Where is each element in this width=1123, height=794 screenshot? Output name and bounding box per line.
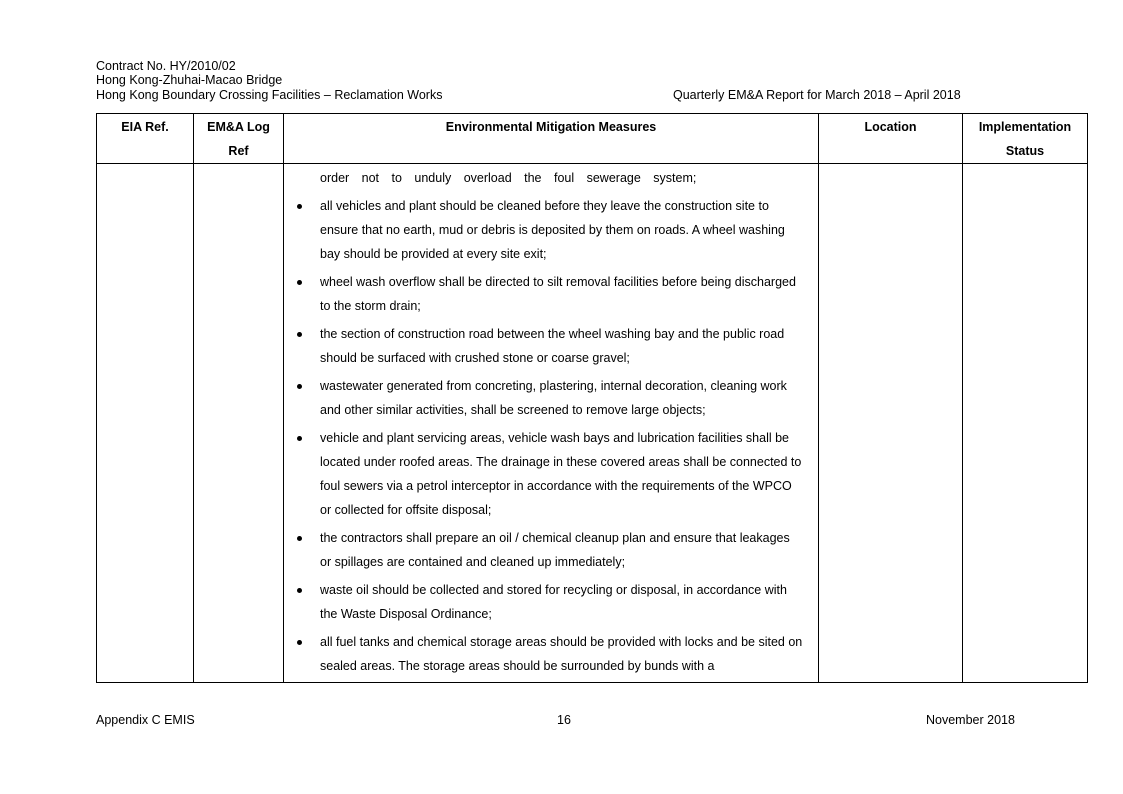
- contract-number: Contract No. HY/2010/02: [96, 59, 236, 73]
- measures-cell: [284, 164, 819, 683]
- list-item: the contractors shall prepare an oil / chemical cleanup plan and ensure that leakages or spillages are contained and cleaned up immediately;: [292, 526, 804, 574]
- list-item: waste oil should be collected and stored for recycling or disposal, in accordance with the Waste Disposal Ordinance;: [292, 578, 804, 626]
- column-header-status: [963, 114, 1088, 164]
- list-item: wheel wash overflow shall be directed to silt removal facilities before being discharged to the storm drain;: [292, 270, 804, 318]
- continuation-text: order not to unduly overload the foul sewerage system;: [320, 171, 697, 185]
- page-number: 16: [557, 713, 571, 727]
- ema-log-ref-cell: [194, 164, 284, 683]
- table-row: [97, 164, 1088, 683]
- report-title: Quarterly EM&A Report for March 2018 – April 2018: [673, 88, 961, 102]
- project-subtitle: Hong Kong Boundary Crossing Facilities – Reclamation Works: [96, 88, 443, 102]
- footer-appendix: Appendix C EMIS: [96, 713, 195, 727]
- status-cell: [963, 164, 1088, 683]
- list-item: vehicle and plant servicing areas, vehicle wash bays and lubrication facilities shall be located under roofed areas. The drainage in these covered areas shall be connected to foul sewers via a petrol interceptor in accordance with the requirements of the WPCO or collected for offsite disposal;: [292, 426, 804, 522]
- ema-log-ref-label: EM&A Log Ref: [207, 120, 270, 158]
- column-header-measures: Environmental Mitigation Measures: [284, 114, 819, 164]
- implementation-status-label: Implementation Status: [978, 120, 1072, 158]
- project-name: Hong Kong-Zhuhai-Macao Bridge: [96, 73, 283, 87]
- measures-list: [292, 194, 804, 678]
- column-header-eia-ref: EIA Ref.: [97, 114, 194, 164]
- column-header-location: Location: [819, 114, 963, 164]
- mitigation-measures-table: [96, 113, 1088, 683]
- list-item: all fuel tanks and chemical storage areas should be provided with locks and be sited on sealed areas. The storage areas should be surrounded by bunds with a: [292, 630, 804, 678]
- eia-ref-cell: [97, 164, 194, 683]
- list-item: all vehicles and plant should be cleaned before they leave the construction site to ensure that no earth, mud or debris is deposited by them on roads. A wheel washing bay should be provided at every site exit;: [292, 194, 804, 266]
- list-item: wastewater generated from concreting, plastering, internal decoration, cleaning work and other similar activities, shall be screened to remove large objects;: [292, 374, 804, 422]
- location-cell: [819, 164, 963, 683]
- column-header-ema-log-ref: [194, 114, 284, 164]
- footer-date: November 2018: [926, 713, 1015, 727]
- list-item: the section of construction road between the wheel washing bay and the public road should be surfaced with crushed stone or coarse gravel;: [292, 322, 804, 370]
- table-header-row: [97, 114, 1088, 164]
